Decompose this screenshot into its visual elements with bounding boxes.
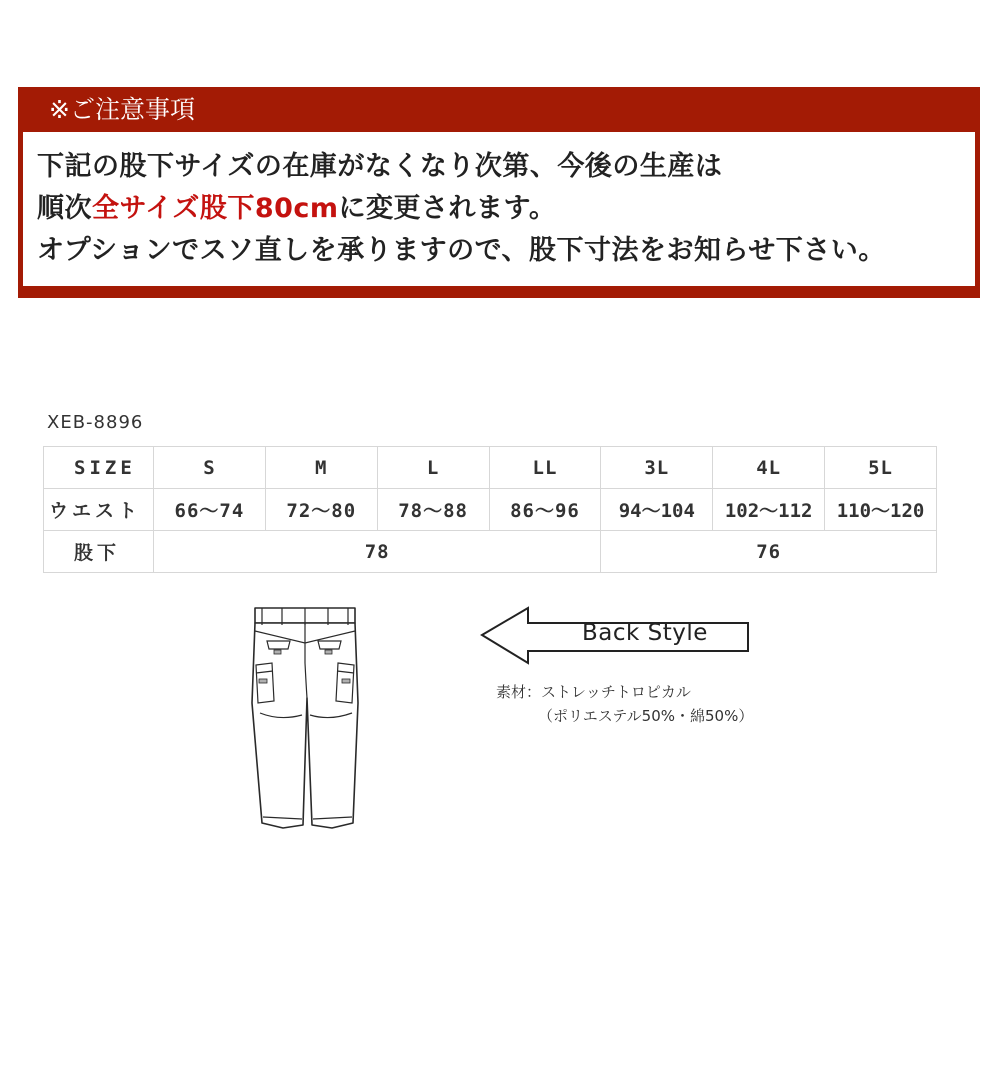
size-cell: S [154, 447, 266, 489]
notice-title: ※ご注意事項 [49, 95, 195, 124]
pants-back-icon [250, 603, 365, 833]
notice-body [23, 132, 975, 286]
waist-label: ウエスト [44, 489, 154, 531]
inseam-row [44, 531, 937, 573]
waist-cell: 86～96 [489, 489, 601, 531]
size-cell: 5L [825, 447, 937, 489]
inseam-cell: 78 [154, 531, 601, 573]
waist-cell: 110～120 [825, 489, 937, 531]
notice-line-1: 下記の股下サイズの在庫がなくなり次第、今後の生産は [37, 151, 723, 182]
notice-highlight: 全サイズ股下80cm [92, 193, 339, 224]
size-cell: 3L [601, 447, 713, 489]
waist-cell: 66～74 [154, 489, 266, 531]
material-line-2: （ポリエステル50%・綿50%） [538, 707, 754, 725]
notice-line-2 [37, 188, 975, 230]
waist-cell: 78～88 [377, 489, 489, 531]
model-number: XEB-8896 [47, 412, 144, 433]
size-cell: M [265, 447, 377, 489]
waist-cell: 102～112 [713, 489, 825, 531]
waist-cell: 72～80 [265, 489, 377, 531]
inseam-cell: 76 [601, 531, 937, 573]
material-line-1: 素材：ストレッチトロピカル [496, 683, 691, 701]
material-info [496, 680, 753, 728]
size-header-label: SIZE [44, 447, 154, 489]
size-cell: LL [489, 447, 601, 489]
size-cell: L [377, 447, 489, 489]
notice-line-2-pre: 順次 [37, 193, 92, 224]
size-row [44, 447, 937, 489]
back-style-label: Back Style [582, 620, 708, 646]
notice-box [18, 87, 980, 298]
waist-row [44, 489, 937, 531]
inseam-label: 股下 [44, 531, 154, 573]
notice-line-3: オプションでスソ直しを承りますので、股下寸法をお知らせ下さい。 [37, 235, 886, 266]
notice-line-2-post: に変更されます。 [338, 193, 557, 224]
size-cell: 4L [713, 447, 825, 489]
waist-cell: 94～104 [601, 489, 713, 531]
size-table [43, 446, 937, 573]
